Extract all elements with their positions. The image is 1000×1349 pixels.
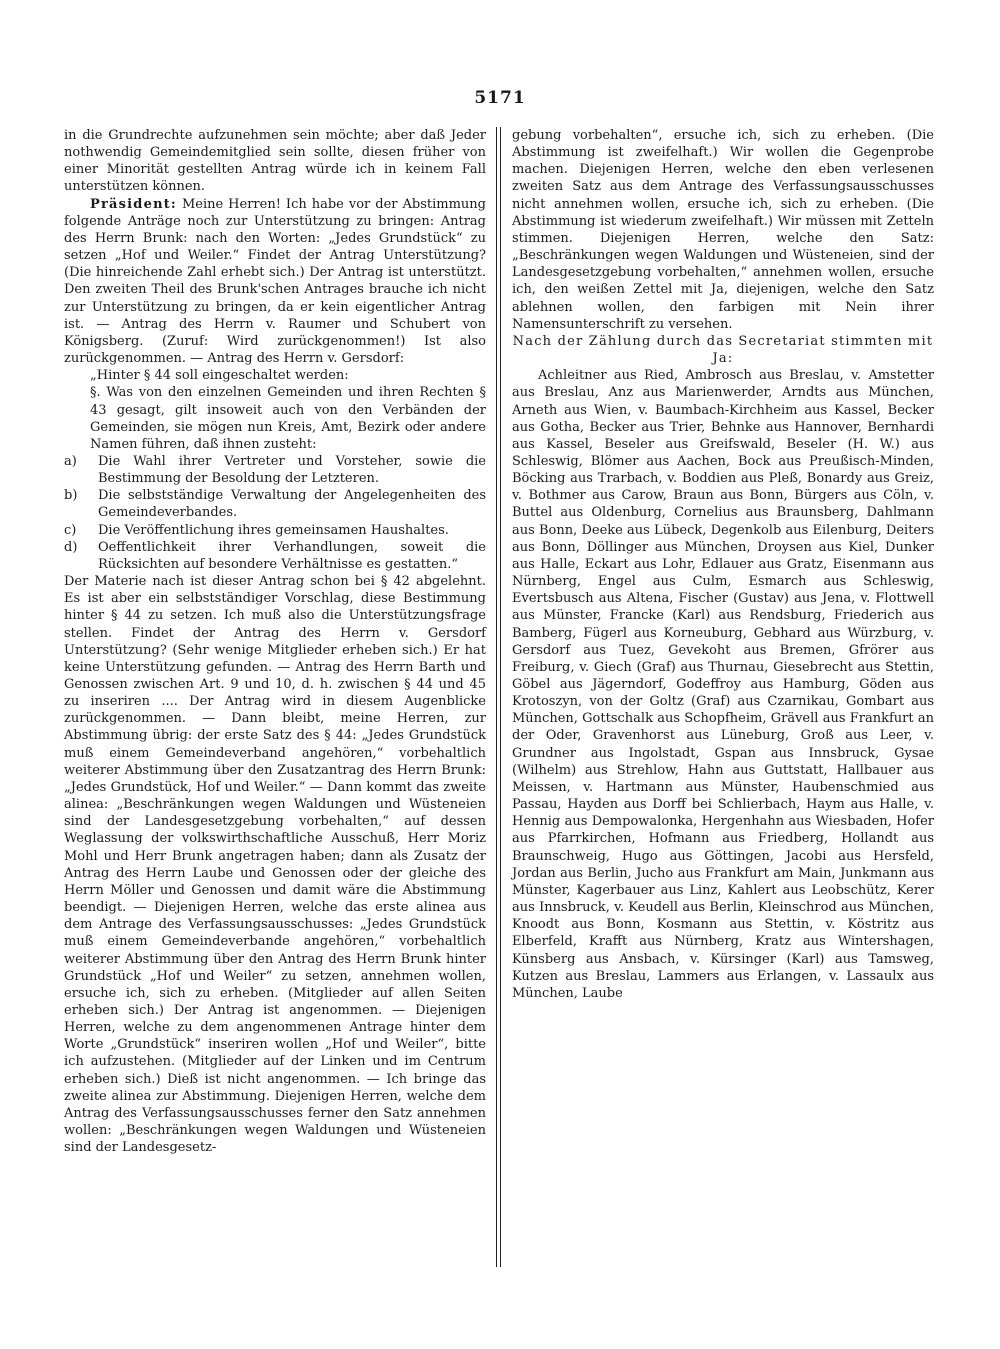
voter-list: Achleitner aus Ried, Ambrosch aus Breslau, v. Amstetter aus Breslau, Anz aus Marienwerder, Arndts aus München, Arneth aus Wien, v. Baumbach-Kirchheim aus Kassel, Becker aus Gotha, Becker aus Trier, Behnke aus Hannover, Bernhardi aus Kassel, Beseler aus Greifswald, Beseler (H. W.) aus Schleswig, Blömer aus Aachen, Bock aus Preußisch-Minden, Böcking aus Trarbach, v. Boddien aus Pleß, Bonardy aus Greiz, v. Bothmer aus Carow, Braun aus Bonn, Bürgers aus Cöln, v. Buttel aus Oldenburg, Cornelius aus Braunsberg, Dahlmann aus Bonn, Deeke aus Lübeck, Degenkolb aus Eilenburg, Deiters aus Bonn, Döllinger aus München, Droysen aus Kiel, Dunker aus Halle, Eckart aus Lohr, Edlauer aus Gratz, Eisenmann aus Nürnberg, Engel aus Culm, Esmarch aus Schleswig, Evertsbusch aus Altena, Fischer (Gustav) aus Jena, v. Flottwell aus Münster, Francke (Karl) aus Rendsburg, Friederich aus Bamberg, Fügerl aus Korneuburg, Gebhard aus Würzburg, v. Gersdorf aus Tuez, Gevekoht aus Bremen, Gfrörer aus Freiburg, v. Giech (Graf) aus Thurnau, Giesebrecht aus Stettin, Göbel aus Jägerndorf, Godeffroy aus Hamburg, Göden aus Krotoszyn, von der Goltz (Graf) aus Czarnikau, Gombart aus München, Gottschalk aus Schopfheim, Grävell aus Frankfurt an der Oder, Gravenhorst aus Lüneburg, Groß aus Leer, v. Grundner aus Ingolstadt, Gspan aus Innsbruck, Gysae (Wilhelm) aus Strehlow, Hahn aus Guttstatt, Hallbauer aus Meissen, v. Hartmann aus Münster, Haubenschmied aus Passau, Hayden aus Dorff bei Schlierbach, Haym aus Halle, v. Hennig aus Dempowalonka, Hergenhahn aus Wiesbaden, Hofer aus Pfarrkirchen, Hofmann aus Friedberg, Hollandt aus Braunschweig, Hugo aus Göttingen, Jacobi aus Hersfeld, Jordan aus Berlin, Jucho aus Frankfurt am Main, Junkmann aus Münster, Kagerbauer aus Linz, Kahlert aus Leobschütz, Kerer aus Innsbruck, v. Keudell aus Berlin, Kleinschrod aus München, Knoodt aus Bonn, Kosmann aus Stettin, v. Köstritz aus Elberfeld, Krafft aus Nürnberg, Kratz aus Wintershagen, Künsberg aus Ansbach, v. Kürsinger (Karl) aus Tamsweg, Kutzen aus Breslau, Lammers aus Erlangen, v. Lassaulx aus München, Laube (512, 368, 934, 1001)
list-item-label: b) (64, 488, 78, 504)
list-item (64, 453, 486, 487)
speaker-paragraph (64, 196, 486, 368)
section-heading: Nach der Zählung durch das Secretariat stimmten mit Ja: (512, 333, 934, 367)
list-item-label: c) (64, 522, 77, 538)
column-divider-double (500, 127, 501, 1267)
list-item (64, 522, 486, 539)
column-divider (496, 127, 497, 1267)
quote-paragraph: §. Was von den einzelnen Gemeinden und ihren Rechten § 43 gesagt, gilt insoweit auch von den Verbänden der Gemeinden, sie mögen nun Kreis, Amt, Bezirk oder andere Namen führen, daß ihnen zusteht: (90, 385, 486, 452)
list-item-label: d) (64, 539, 78, 555)
right-column (512, 127, 934, 1002)
left-column (64, 127, 486, 1156)
list-item (64, 539, 486, 573)
list-item-text: Die selbstständige Verwaltung der Angelegenheiten des Gemeindeverbandes. (98, 488, 486, 521)
paragraph: in die Grundrechte aufzunehmen sein möchte; aber daß Jeder nothwendig Gemeindemitglied sein sollte, diesen früher von einer Minorität gestellten Antrag würde ich in keinem Fall unterstützen können. (64, 128, 486, 195)
list-item-label: a) (64, 453, 77, 469)
list-item (64, 487, 486, 521)
list-item-text: Oeffentlichkeit ihrer Verhandlungen, soweit die Rücksichten auf besondere Verhältnisse es gestatten.“ (98, 539, 486, 572)
list-item-text: Die Veröffentlichung ihres gemeinsamen Haushaltes. (98, 522, 449, 538)
speaker-name: Präsident: (90, 196, 177, 212)
list-item-text: Die Wahl ihrer Vertreter und Vorsteher, sowie die Bestimmung der Besoldung der Letzteren. (98, 453, 486, 487)
paragraph-text: Meine Herren! Ich habe vor der Abstimmung folgende Anträge noch zur Unterstützung zu bringen: Antrag des Herrn Brunk: nach den Worten: „Jedes Grundstück“ zu setzen „Hof und Weiler.“ Findet der Antrag Unterstützung? (Die hinreichende Zahl erhebt sich.) Der Antrag ist unterstützt. Den zweiten Theil des Brunk'schen Antrages brauche ich nicht zur Unterstützung zu bringen, da er kein eigentlicher Antrag ist. — Antrag des Herrn v. Raumer und Schubert von Königsberg. (Zuruf: Wird zurückgenommen!) Ist also zurückgenommen. — Antrag des Herrn v. Gersdorf: (64, 196, 486, 367)
quote-intro: „Hinter § 44 soll eingeschaltet werden: (90, 368, 349, 384)
paragraph: Der Materie nach ist dieser Antrag schon bei § 42 abgelehnt. Es ist aber ein selbstständiger Vorschlag, diese Bestimmung hinter § 44 zu setzen. Ich muß also die Unterstützungsfrage stellen. Findet der Antrag des Herrn v. Gersdorf Unterstützung? (Sehr wenige Mitglieder erheben sich.) Er hat keine Unterstützung gefunden. — Antrag des Herrn Barth und Genossen zwischen Art. 9 und 10, d. h. zwischen § 44 und 45 zu inseriren .... Der Antrag wird in diesem Augenblicke zurückgenommen. — Dann bleibt, meine Herren, zur Abstimmung übrig: der erste Satz des § 44: „Jedes Grundstück muß einem Gemeindeverband angehören,“ vorbehaltlich weiterer Abstimmung über den Zusatzantrag des Herrn Brunk: „Jedes Grundstück, Hof und Weiler.“ — Dann kommt das zweite alinea: „Beschränkungen wegen Waldungen und Wüsteneien sind der Landesgesetzgebung vorbehalten,“ auf dessen Weglassung der volkswirthschaftliche Ausschuß, Herr Moriz Mohl und Herr Brunk angetragen haben; dann als Zusatz der Antrag des Herrn Laube und Genossen oder der gleiche des Herrn Möller und Genossen und damit wäre die Abstimmung beendigt. — Diejenigen Herren, welche das erste alinea aus dem Antrage des Verfassungsausschusses: „Jedes Grundstück muß einem Gemeindeverbande angehören,“ vorbehaltlich weiterer Abstimmung über den Antrag des Herrn Brunk hinter Grundstück „Hof und Weiler“ zu setzen, annehmen wollen, ersuche ich, sich zu erheben. (Mitglieder auf allen Seiten erheben sich.) Der Antrag ist angenommen. — Diejenigen Herren, welche zu dem angenommenen Antrage hinter dem Worte „Grundstück“ inseriren wollen „Hof und Weiler“, bitte ich aufzustehen. (Mitglieder auf der Linken und im Centrum erheben sich.) Dieß ist nicht angenommen. — Ich bringe das zweite alinea zur Abstimmung. Diejenigen Herren, welche dem Antrag des Verfassungsausschusses ferner den Satz annehmen wollen: „Beschränkungen wegen Waldungen und Wüsteneien sind der Landesgesetz- (64, 574, 486, 1156)
page-number: 5171 (474, 88, 526, 108)
paragraph: gebung vorbehalten“, ersuche ich, sich zu erheben. (Die Abstimmung ist zweifelhaft.) Wir wollen die Gegenprobe machen. Diejenigen Herren, welche den eben verlesenen zweiten Satz aus dem Antrage des Verfassungsausschusses nicht annehmen wollen, ersuche ich, sich zu erheben. (Die Abstimmung ist wiederum zweifelhaft.) Wir müssen mit Zetteln stimmen. Diejenigen Herren, welche den Satz: „Beschränkungen wegen Waldungen und Wüsteneien, sind der Landesgesetzgebung vorbehalten,“ annehmen wollen, ersuche ich, den weißen Zettel mit Ja, diejenigen, welche den Satz ablehnen wollen, den farbigen mit Nein ihrer Namensunterschrift zu versehen. (512, 128, 934, 332)
